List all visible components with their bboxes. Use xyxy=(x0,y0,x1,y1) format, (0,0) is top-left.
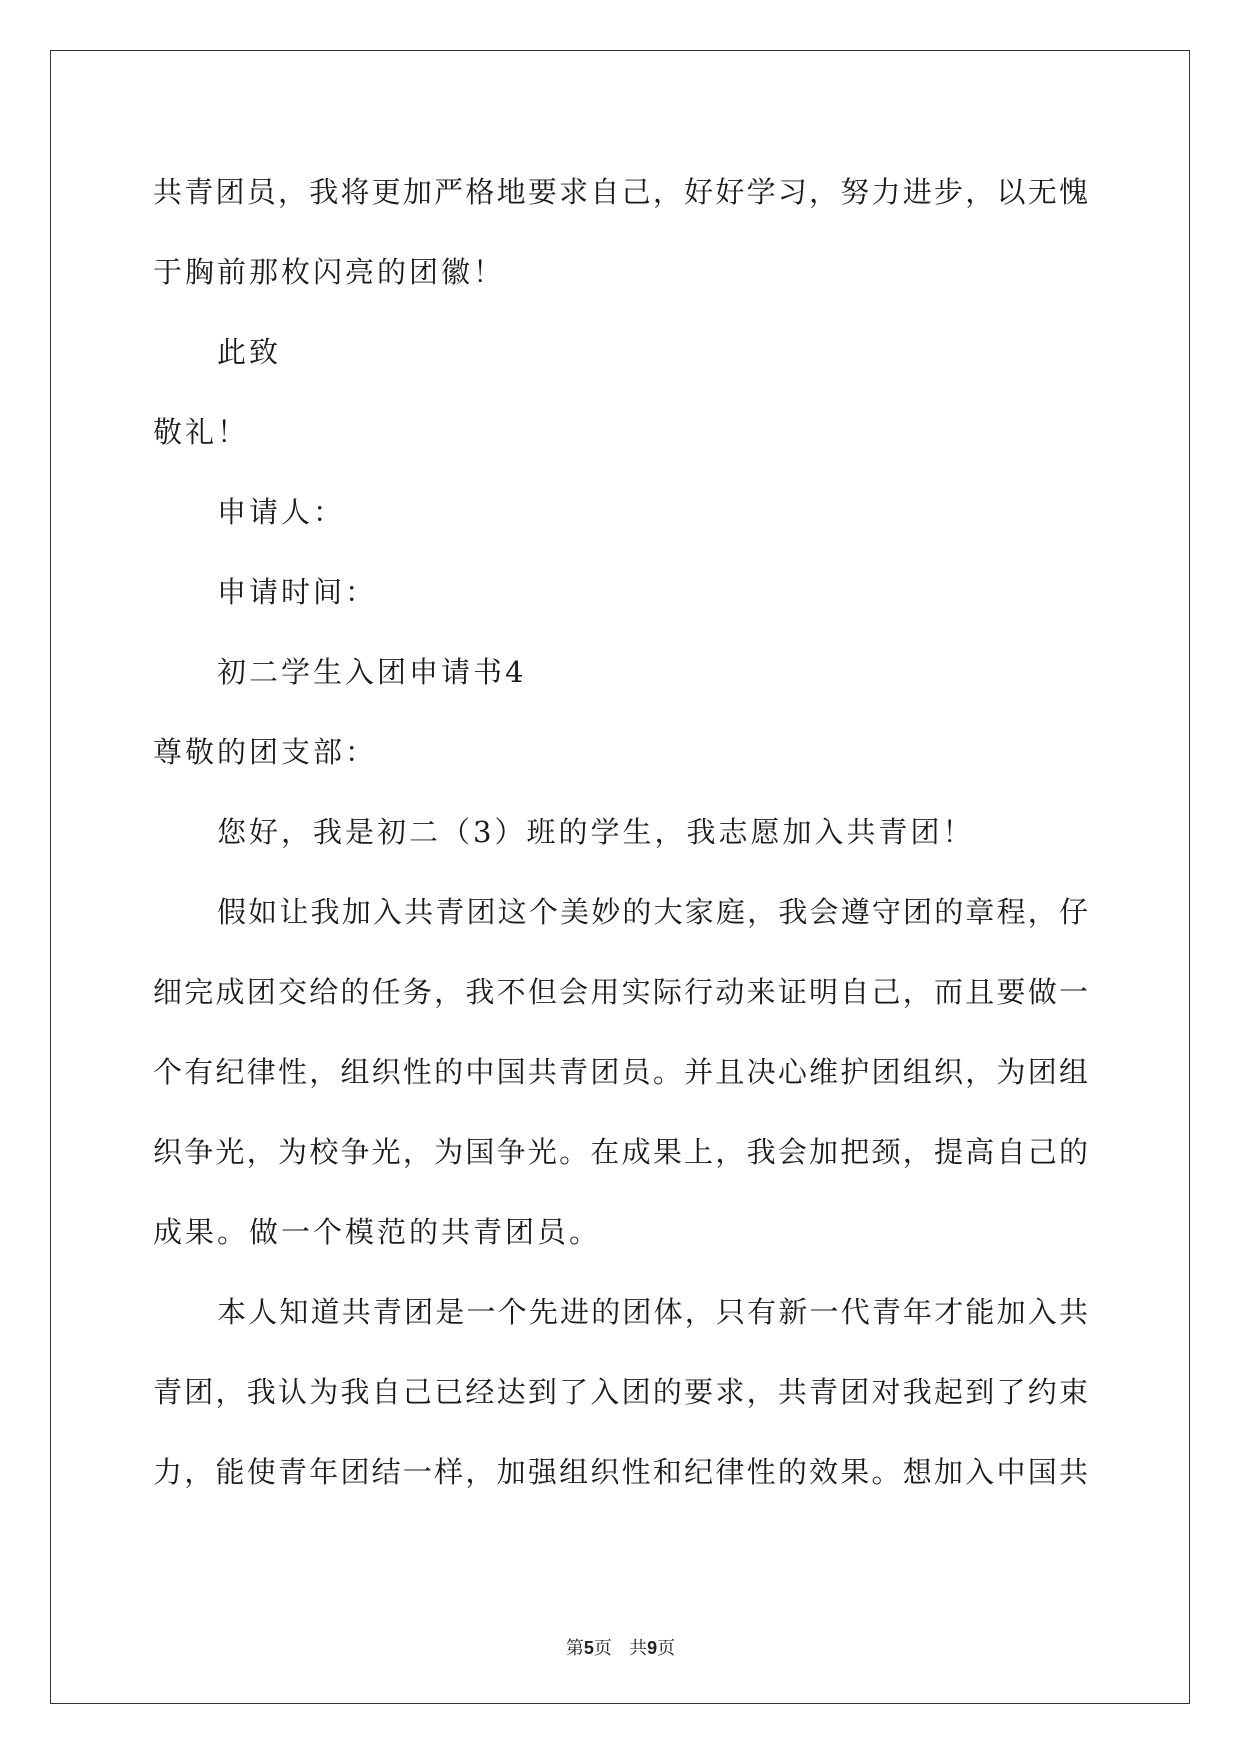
closing-salutation: 此致 xyxy=(217,335,282,369)
page-footer xyxy=(0,1636,1241,1661)
page-number: 5 xyxy=(583,1638,594,1658)
paragraph-line: 力，能使青年团结一样，加强组织性和纪律性的效果。想加入中国共 xyxy=(153,1455,1088,1489)
closing-respect: 敬礼！ xyxy=(153,415,250,449)
paragraph-line: 成果。做一个模范的共青团员。 xyxy=(153,1215,602,1249)
paragraph-line: 您好，我是初二（3）班的学生，我志愿加入共青团！ xyxy=(217,815,975,849)
paragraph-line: 个有纪律性，组织性的中国共青团员。并且决心维护团组织，为团组 xyxy=(153,1055,1088,1089)
paragraph-line: 假如让我加入共青团这个美妙的大家庭，我会遵守团的章程，仔 xyxy=(217,895,1088,929)
total-suffix: 页 xyxy=(657,1638,676,1659)
page-prefix: 第 xyxy=(565,1638,584,1659)
paragraph-line: 织争光，为校争光，为国争光。在成果上，我会加把颈，提高自己的 xyxy=(153,1135,1088,1169)
paragraph-line: 于胸前那枚闪亮的团徽！ xyxy=(153,255,506,289)
paragraph-line: 青团，我认为我自己已经达到了入团的要求，共青团对我起到了约束 xyxy=(153,1375,1088,1409)
section-title: 初二学生入团申请书4 xyxy=(217,655,527,689)
total-prefix: 共 xyxy=(629,1638,648,1659)
total-pages: 9 xyxy=(647,1638,658,1658)
paragraph-line: 细完成团交给的任务，我不但会用实际行动来证明自己，而且要做一 xyxy=(153,975,1088,1009)
paragraph-line: 共青团员，我将更加严格地要求自己，好好学习，努力进步，以无愧 xyxy=(153,175,1088,209)
page-suffix: 页 xyxy=(593,1638,612,1659)
application-date-label: 申请时间： xyxy=(217,575,378,609)
paragraph-line: 本人知道共青团是一个先进的团体，只有新一代青年才能加入共 xyxy=(217,1295,1088,1329)
greeting: 尊敬的团支部： xyxy=(153,735,378,769)
applicant-label: 申请人： xyxy=(217,495,346,529)
